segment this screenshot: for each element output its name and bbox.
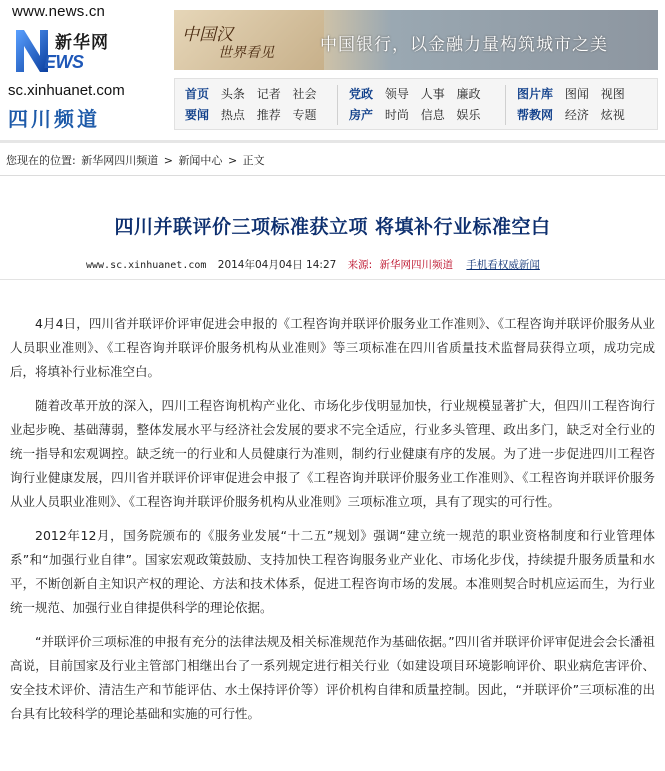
nav-item-personnel[interactable]: 人事 bbox=[420, 87, 445, 101]
site-logo-area[interactable] bbox=[0, 0, 170, 138]
nav-item-photo-news[interactable]: 图闻 bbox=[564, 87, 589, 101]
nav-item-hot[interactable]: 热点 bbox=[220, 108, 245, 122]
nav-item-economy[interactable]: 经济 bbox=[564, 108, 589, 122]
breadcrumb-item-current: 正文 bbox=[242, 154, 265, 167]
breadcrumb-separator: > bbox=[227, 154, 238, 167]
article-meta bbox=[86, 257, 540, 272]
site-header bbox=[0, 0, 665, 138]
meta-source-label: 来源: bbox=[347, 259, 373, 271]
breadcrumb bbox=[6, 152, 267, 168]
nav-item-topic[interactable]: 专题 bbox=[292, 108, 317, 122]
logo-chinese-name: 新华网 bbox=[55, 33, 109, 53]
nav-item-help-net[interactable]: 帮教网 bbox=[517, 108, 554, 122]
nav-item-fashion[interactable]: 时尚 bbox=[384, 108, 409, 122]
breadcrumb-item-channel[interactable]: 新华网四川频道 bbox=[81, 154, 159, 167]
nav-item-integrity[interactable]: 廉政 bbox=[456, 87, 481, 101]
banner-calligraphy-2: 世界看见 bbox=[218, 45, 274, 61]
meta-datetime: 2014年04月04日 14:27 bbox=[217, 259, 337, 271]
channel-name[interactable]: 四川频道 bbox=[8, 107, 100, 131]
nav-row bbox=[517, 105, 633, 126]
nav-item-realestate[interactable]: 房产 bbox=[349, 108, 374, 122]
nav-group-3 bbox=[517, 84, 633, 126]
banner-slogan: 中国银行，以金融力量构筑城市之美 bbox=[320, 35, 608, 55]
breadcrumb-item-news-center[interactable]: 新闻中心 bbox=[178, 154, 223, 167]
meta-source-name[interactable]: 新华网四川频道 bbox=[379, 259, 454, 271]
nav-group-2 bbox=[349, 84, 489, 126]
nav-item-info[interactable]: 信息 bbox=[420, 108, 445, 122]
nav-row bbox=[517, 84, 633, 105]
nav-divider bbox=[505, 85, 506, 125]
breadcrumb-prefix: 您现在的位置: bbox=[6, 154, 76, 167]
nav-item-home[interactable]: 首页 bbox=[185, 87, 210, 101]
channel-url[interactable]: sc.xinhuanet.com bbox=[8, 82, 125, 99]
channel-nav bbox=[174, 78, 658, 130]
nav-item-society[interactable]: 社会 bbox=[292, 87, 317, 101]
article-paragraph: 随着改革开放的深入，四川工程咨询机构产业化、市场化步伐明显加快，行业规模显著扩大，但四川工程咨询行业起步晚、基础薄弱，整体发展水平与经济社会发展的要求不完全适应，行业多头管理、政出多门，缺乏对全行业的统一指导和宏观调控。缺乏统一的行业和人员健康行为准则，制约行业健康有序的发展。为了进一步促进四川工程咨询行业健康发展，四川省并联评价评审促进会申报了《工程咨询并联评价服务业工作准则》、《工程咨询并联评价服务从业人员职业准则》、《工程咨询并联评价服务机构从业准则》三项标准立项，具有了现实的可行性。 bbox=[10, 398, 655, 509]
nav-item-news[interactable]: 要闻 bbox=[185, 108, 210, 122]
banner-calligraphy-1: 中国汉 bbox=[182, 25, 233, 45]
article-paragraph: “并联评价三项标准的申报有充分的法律法规及相关标准规范作为基础依据。”四川省并联评价评审促进会会长潘祖高说，目前国家及行业主管部门相继出台了一系列规定进行相关行业（如建设项目环境影响评价、职业病危害评价、安全技术评价、清洁生产和节能评估、水土保持评价等）评价机构自律和质量控制。因此，“并联评价”三项标准的出台具有比较科学的理论基础和实施的可行性。 bbox=[10, 634, 655, 721]
nav-item-party[interactable]: 党政 bbox=[349, 87, 374, 101]
header-divider bbox=[0, 140, 665, 143]
nav-item-leaders[interactable]: 领导 bbox=[384, 87, 409, 101]
breadcrumb-divider bbox=[0, 175, 665, 176]
nav-item-video[interactable]: 炫视 bbox=[600, 108, 625, 122]
nav-item-recommend[interactable]: 推荐 bbox=[256, 108, 281, 122]
article-title: 四川并联评价三项标准获立项 将填补行业标准空白 bbox=[114, 216, 551, 238]
article-body bbox=[10, 312, 655, 736]
meta-divider bbox=[0, 279, 665, 280]
nav-row bbox=[349, 105, 489, 126]
mobile-news-link[interactable]: 手机看权威新闻 bbox=[466, 259, 540, 271]
nav-item-entertainment[interactable]: 娱乐 bbox=[456, 108, 481, 122]
article-paragraph: 4月4日，四川省并联评价评审促进会申报的《工程咨询并联评价服务业工作准则》、《工程咨询并联评价服务从业人员职业准则》、《工程咨询并联评价服务机构从业准则》等三项标准在四川省质量技术监督局获得立项，成功完成后，将填补行业标准空白。 bbox=[10, 316, 655, 379]
bank-ad-banner[interactable] bbox=[174, 10, 658, 70]
logo-english-name: EWS bbox=[44, 52, 84, 72]
nav-divider bbox=[337, 85, 338, 125]
article-paragraph: 2012年12月，国务院颁布的《服务业发展“十二五”规划》强调“建立统一规范的职业资格制度和行业管理体系”和“加强行业自律”。国家宏观政策鼓励、支持加快工程咨询服务业产业化、市场化步伐，持续提升服务质量和水平，不断创新自主知识产权的理论、方法和技术体系，促进工程咨询市场的发展。本准则契合时机应运而生，为行业统一规范、加强行业自律提供科学的理论依据。 bbox=[10, 528, 655, 615]
nav-item-photo-library[interactable]: 图片库 bbox=[517, 87, 554, 101]
nav-row bbox=[349, 84, 489, 105]
nav-group-1 bbox=[185, 84, 325, 126]
nav-item-reporter[interactable]: 记者 bbox=[256, 87, 281, 101]
nav-item-headline[interactable]: 头条 bbox=[220, 87, 245, 101]
nav-row bbox=[185, 84, 325, 105]
site-url[interactable]: www.news.cn bbox=[12, 3, 106, 20]
breadcrumb-separator: > bbox=[163, 154, 173, 167]
meta-site-url: www.sc.xinhuanet.com bbox=[86, 260, 207, 271]
nav-item-view[interactable]: 视图 bbox=[600, 87, 625, 101]
nav-row bbox=[185, 105, 325, 126]
